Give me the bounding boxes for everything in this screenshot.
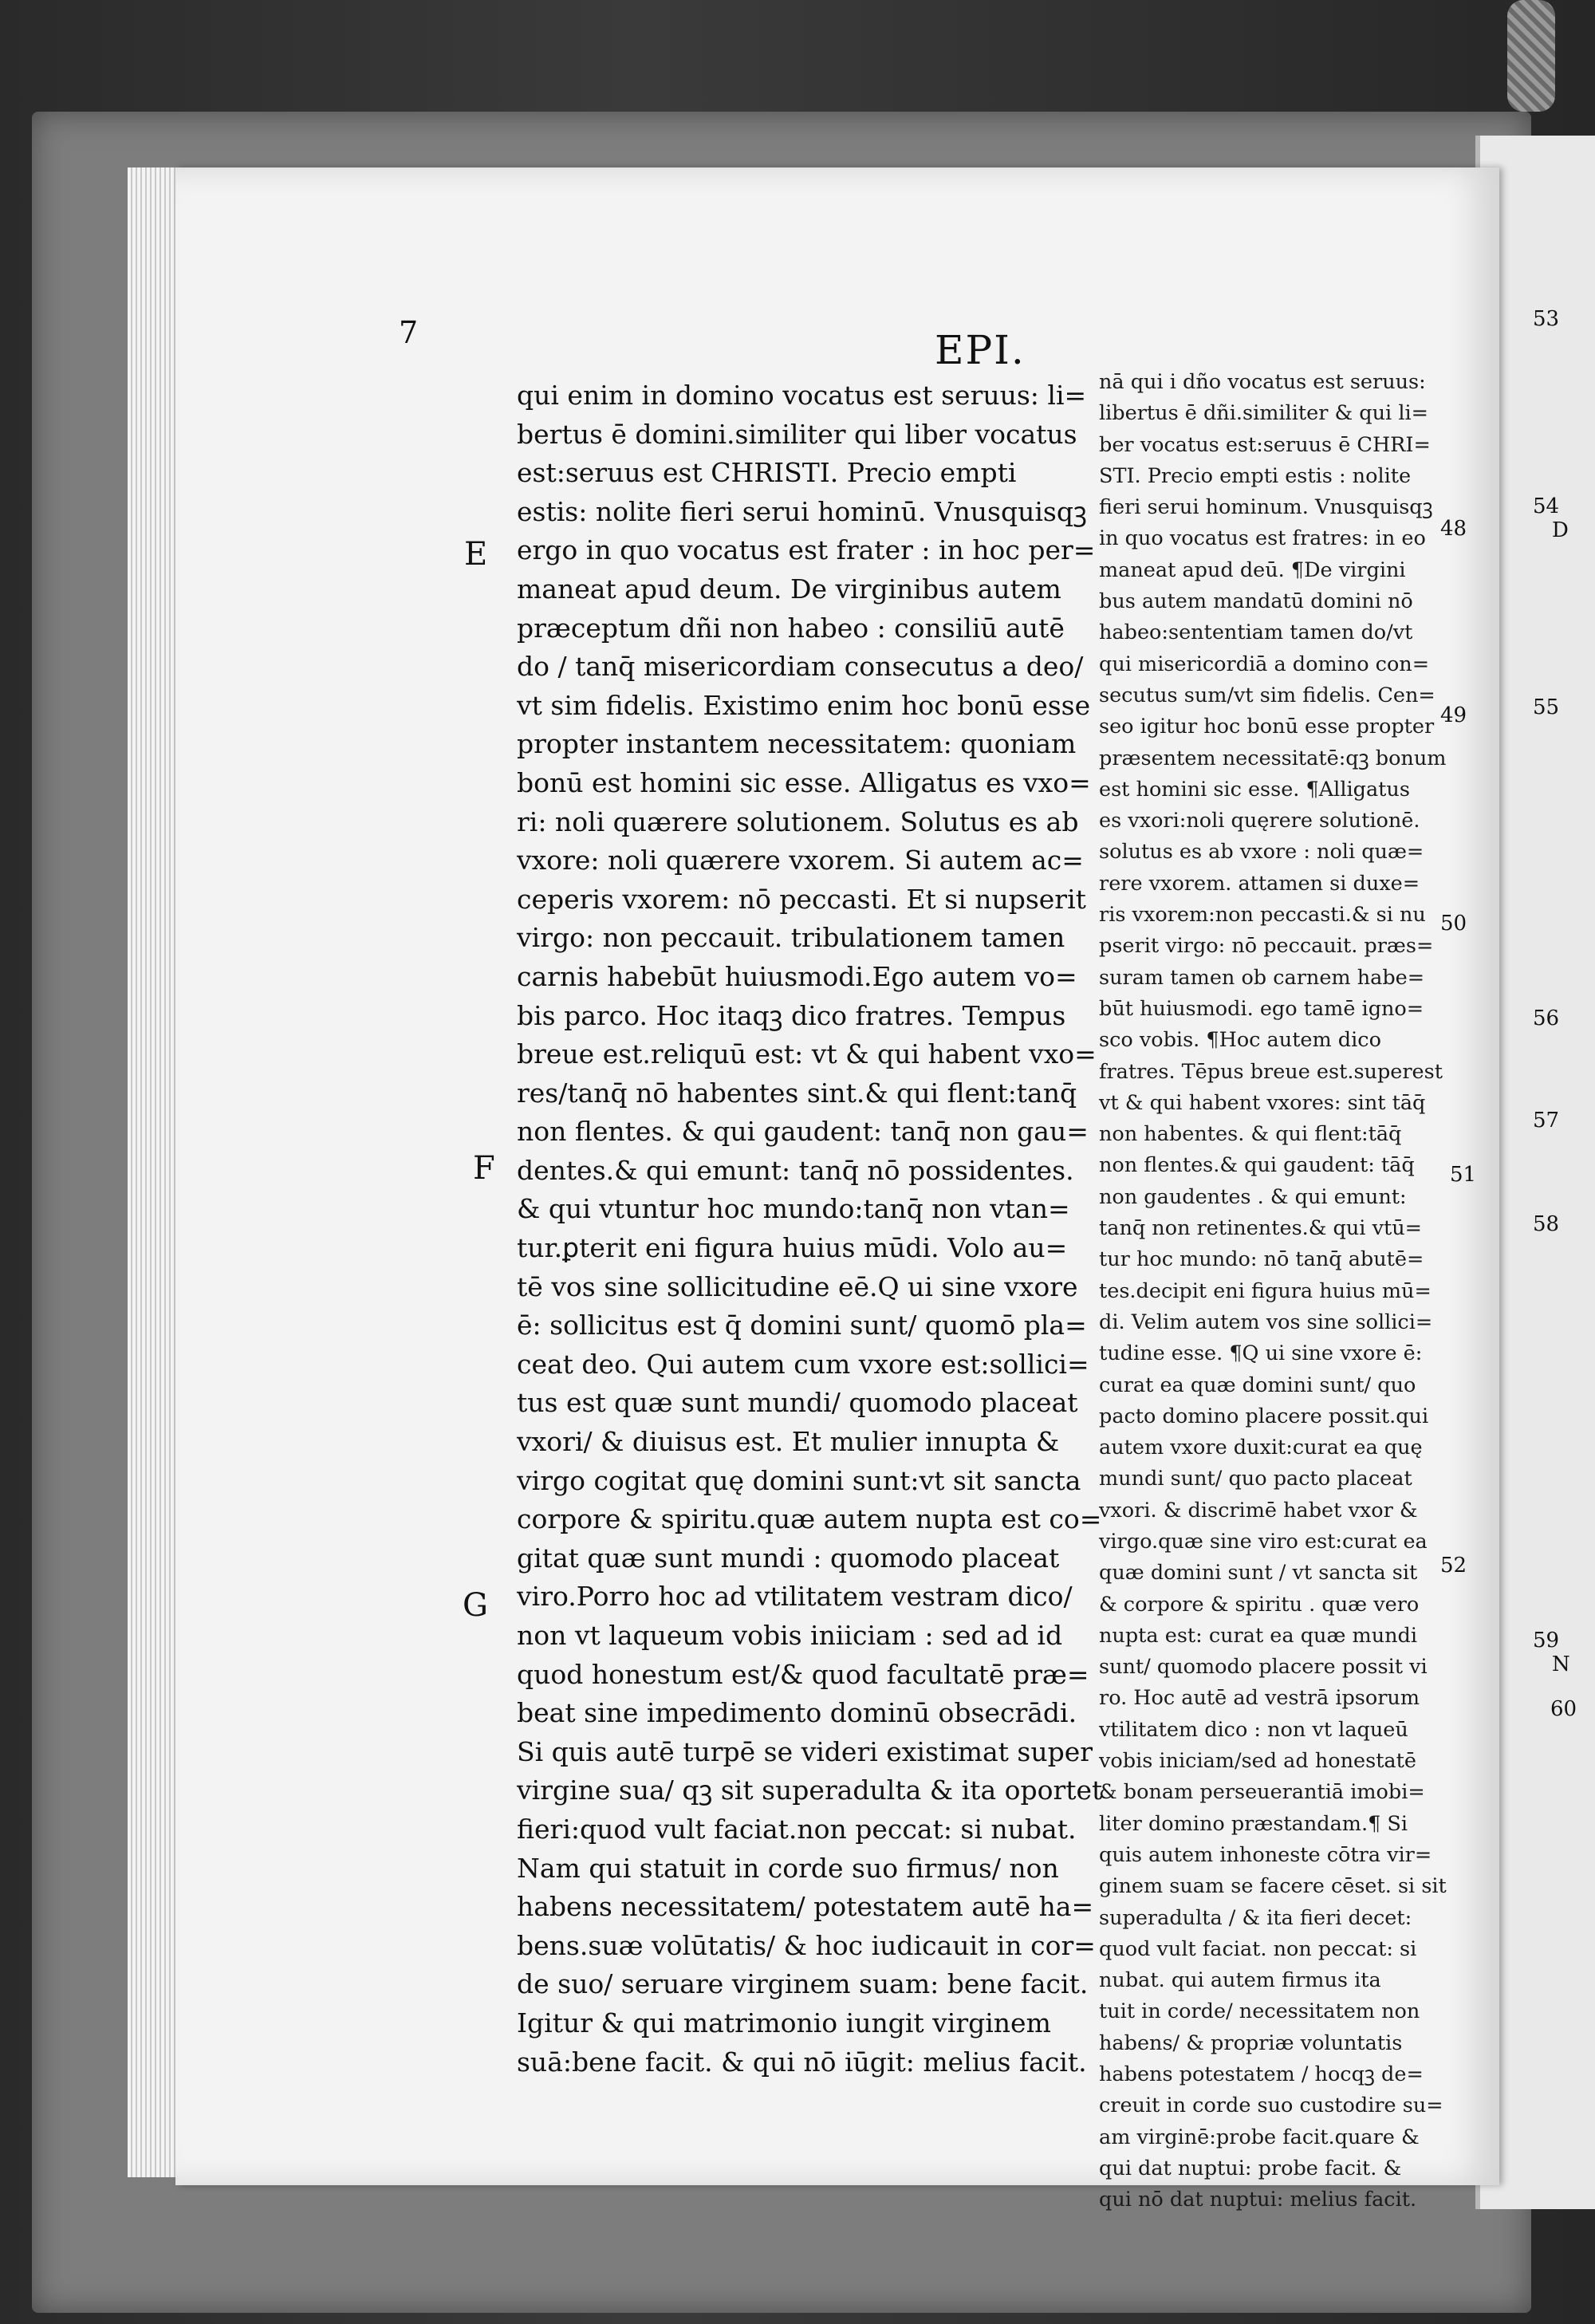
commentary-line: solutus es ab vxore : noli quæ= xyxy=(1099,840,1424,865)
margin-letter-g: G xyxy=(463,1587,488,1624)
commentary-line: quæ domini sunt / vt sancta sit xyxy=(1099,1561,1418,1585)
commentary-line: sco vobis. ¶Hoc autem dico xyxy=(1099,1028,1381,1053)
commentary-line: tudine esse. ¶Q ui sine vxore ē: xyxy=(1099,1341,1423,1366)
facing-page-fragment: N xyxy=(1552,1652,1570,1676)
main-line: Si quis autē turpē se videri existimat super xyxy=(517,1735,1093,1767)
main-line: ergo in quo vocatus est frater : in hoc per= xyxy=(517,534,1096,566)
commentary-line: suram tamen ob carnem habe= xyxy=(1099,965,1425,990)
commentary-line: libertus ē dñi.similiter & qui li= xyxy=(1099,401,1428,426)
facing-page-number: 55 xyxy=(1533,695,1560,719)
main-line: de suo/ seruare virginem suam: bene facit. xyxy=(517,1968,1089,2000)
main-line: estis: nolite fieri serui hominū. Vnusquisqꝫ xyxy=(517,495,1087,527)
main-line: virgine sua/ qꝫ sit superadulta & ita oportet xyxy=(517,1775,1103,1806)
commentary-line: vtilitatem dico : non vt laqueū xyxy=(1099,1717,1408,1742)
commentary-line: di. Velim autem vos sine sollici= xyxy=(1099,1310,1433,1334)
commentary-line: seo igitur hoc bonū esse propter xyxy=(1099,715,1435,739)
main-line: quod honestum est/& quod facultatē præ= xyxy=(517,1658,1089,1690)
commentary-line: creuit in corde suo custodire su= xyxy=(1099,2094,1443,2118)
commentary-line: fieri serui hominum. Vnusquisqꝫ xyxy=(1099,495,1433,520)
verse-number: 51 xyxy=(1450,1163,1477,1187)
main-line: dentes.& qui emunt: tanq̄ nō possidentes. xyxy=(517,1154,1074,1186)
main-line: ceperis vxorem: nō peccasti. Et si nupserit xyxy=(517,883,1086,915)
commentary-line: virgo.quæ sine viro est:curat ea xyxy=(1099,1529,1428,1554)
commentary-line: būt huiusmodi. ego tamē igno= xyxy=(1099,996,1424,1021)
facing-page-number: 53 xyxy=(1533,307,1560,331)
main-line: viro.Porro hoc ad vtilitatem vestram dico/ xyxy=(517,1581,1073,1613)
main-line: Nam qui statuit in corde suo firmus/ non xyxy=(517,1852,1059,1884)
main-line: breue est.reliquū est: vt & qui habent vxo= xyxy=(517,1038,1097,1070)
commentary-line: autem vxore duxit:curat ea quę xyxy=(1099,1436,1423,1460)
main-line: vt sim fidelis. Existimo enim hoc bonū esse xyxy=(517,689,1091,721)
commentary-column xyxy=(1099,367,1464,2216)
folio-number: 7 xyxy=(399,315,419,350)
main-line: propter instantem necessitatem: quoniam xyxy=(517,728,1077,760)
facing-page-number: 54 xyxy=(1533,494,1560,518)
commentary-line: rere vxorem. attamen si duxe= xyxy=(1099,871,1420,896)
main-line: beat sine impedimento dominū obsecrādi. xyxy=(517,1697,1077,1729)
main-line: ceat deo. Qui autem cum vxore est:sollici= xyxy=(517,1348,1089,1380)
facing-page-number: 59 xyxy=(1533,1629,1560,1652)
main-line: non flentes. & qui gaudent: tanq̄ non gau= xyxy=(517,1116,1089,1148)
main-line: corpore & spiritu.quæ autem nupta est co= xyxy=(517,1503,1102,1535)
main-line: non vt laqueum vobis iniiciam : sed ad id xyxy=(517,1620,1063,1651)
commentary-line: superadulta / & ita fieri decet: xyxy=(1099,1905,1412,1930)
main-text-column xyxy=(517,376,1103,2082)
commentary-line: nubat. qui autem firmus ita xyxy=(1099,1968,1381,1993)
commentary-line: STI. Precio empti estis : nolite xyxy=(1099,463,1412,488)
commentary-line: secutus sum/vt sim fidelis. Cen= xyxy=(1099,683,1436,707)
commentary-line: vobis iniciam/sed ad honestatē xyxy=(1099,1749,1416,1774)
main-line: gitat quæ sunt mundi : quomodo placeat xyxy=(517,1542,1060,1574)
commentary-line: vxori. & discrimē habet vxor & xyxy=(1099,1498,1418,1522)
main-line: tus est quæ sunt mundi/ quomodo placeat xyxy=(517,1387,1078,1419)
main-line: bis parco. Hoc itaqꝫ dico fratres. Tempus xyxy=(517,999,1066,1031)
commentary-line: pserit virgo: nō peccauit. præs= xyxy=(1099,934,1434,959)
facing-page-fragment: D xyxy=(1552,518,1569,542)
main-line: habens necessitatem/ potestatem autē ha= xyxy=(517,1891,1094,1923)
commentary-line: habens potestatem / hocqꝫ de= xyxy=(1099,2062,1424,2087)
commentary-line: ginem suam se facere cēset. si sit xyxy=(1099,1874,1447,1899)
commentary-line: tuit in corde/ necessitatem non xyxy=(1099,1999,1420,2024)
commentary-line: ro. Hoc autē ad vestrā ipsorum xyxy=(1099,1686,1420,1711)
main-line: & qui vtuntur hoc mundo:tanq̄ non vtan= xyxy=(517,1193,1070,1225)
commentary-line: in quo vocatus est fratres: in eo xyxy=(1099,526,1426,551)
main-line: bertus ē domini.similiter qui liber vocatus xyxy=(517,418,1077,450)
commentary-line: & bonam perseuerantiā imobi= xyxy=(1099,1780,1425,1805)
commentary-line: maneat apud deū. ¶De virgini xyxy=(1099,557,1406,582)
commentary-line: ris vxorem:non peccasti.& si nu xyxy=(1099,903,1426,928)
main-line: carnis habebūt huiusmodi.Ego autem vo= xyxy=(517,960,1077,992)
verse-number: 52 xyxy=(1440,1554,1467,1578)
commentary-line: sunt/ quomodo placere possit vi xyxy=(1099,1655,1428,1680)
commentary-line: vt & qui habent vxores: sint tāq̄ xyxy=(1099,1090,1426,1115)
main-line: Igitur & qui matrimonio iungit virginem xyxy=(517,2007,1051,2038)
verse-number: 48 xyxy=(1440,517,1467,541)
commentary-line: quis autem inhoneste cōtra vir= xyxy=(1099,1842,1432,1867)
running-head: EPI. xyxy=(935,327,1026,373)
commentary-line: & corpore & spiritu . quæ vero xyxy=(1099,1592,1420,1617)
commentary-line: nā qui i dño vocatus est seruus: xyxy=(1099,370,1426,394)
commentary-line: mundi sunt/ quo pacto placeat xyxy=(1099,1467,1412,1491)
main-line: ri: noli quærere solutionem. Solutus es ab xyxy=(517,806,1079,837)
commentary-line: tur hoc mundo: nō tanq̄ abutē= xyxy=(1099,1247,1424,1272)
commentary-line: non flentes.& qui gaudent: tāq̄ xyxy=(1099,1153,1415,1178)
commentary-line: curat ea quæ domini sunt/ quo xyxy=(1099,1373,1416,1397)
commentary-line: tes.decipit eni figura huius mū= xyxy=(1099,1278,1432,1303)
binding-string xyxy=(1507,0,1555,112)
commentary-line: fratres. Tēpus breue est.superest xyxy=(1099,1059,1443,1084)
facing-page-number: 58 xyxy=(1533,1212,1560,1236)
main-line: præceptum dñi non habeo : consiliū autē xyxy=(517,612,1065,644)
main-line: ē: sollicitus est q̄ domini sunt/ quomō pla= xyxy=(517,1310,1087,1341)
main-line: suā:bene facit. & qui nō iūgit: melius facit. xyxy=(517,2046,1087,2078)
main-line: virgo: non peccauit. tribulationem tamen xyxy=(517,922,1065,954)
main-line: maneat apud deum. De virginibus autem xyxy=(517,573,1061,605)
main-line: bens.suæ volūtatis/ & hoc iudicauit in cor= xyxy=(517,1929,1096,1961)
main-line: virgo cogitat quę domini sunt:vt sit sancta xyxy=(517,1464,1081,1496)
margin-letter-f: F xyxy=(473,1150,495,1187)
commentary-line: qui dat nuptui: probe facit. & xyxy=(1099,2156,1402,2180)
commentary-line: non habentes. & qui flent:tāq̄ xyxy=(1099,1122,1402,1147)
main-line: tē vos sine sollicitudine eē.Q ui sine vxore xyxy=(517,1270,1078,1302)
commentary-line: qui misericordiā a domino con= xyxy=(1099,652,1430,676)
commentary-line: pacto domino placere possit.qui xyxy=(1099,1404,1429,1428)
commentary-line: tanq̄ non retinentes.& qui vtū= xyxy=(1099,1216,1423,1241)
commentary-line: ber vocatus est:seruus ē CHRI= xyxy=(1099,432,1431,457)
main-line: res/tanq̄ nō habentes sint.& qui flent:tanq̄ xyxy=(517,1077,1077,1109)
main-line: do / tanq̄ misericordiam consecutus a deo/ xyxy=(517,651,1084,683)
main-line: qui enim in domino vocatus est seruus: li= xyxy=(517,380,1087,411)
margin-letter-e: E xyxy=(464,536,488,573)
facing-page-number: 60 xyxy=(1550,1697,1577,1721)
commentary-line: habens/ & propriæ voluntatis xyxy=(1099,2031,1403,2055)
main-line: est:seruus est CHRISTI. Precio empti xyxy=(517,457,1017,489)
commentary-line: præsentem necessitatē:qꝫ bonum xyxy=(1099,746,1447,770)
main-line: fieri:quod vult faciat.non peccat: si nubat. xyxy=(517,1813,1077,1845)
main-line: vxori/ & diuisus est. Et mulier innupta & xyxy=(517,1426,1060,1458)
commentary-line: est homini sic esse. ¶Alligatus xyxy=(1099,777,1410,802)
commentary-line: bus autem mandatū domini nō xyxy=(1099,589,1413,614)
commentary-line: quod vult faciat. non peccat: si xyxy=(1099,1936,1417,1961)
commentary-line: qui nō dat nuptui: melius facit. xyxy=(1099,2188,1417,2212)
commentary-line: am virginē:probe facit.quare & xyxy=(1099,2125,1420,2149)
facing-page-number: 57 xyxy=(1533,1109,1560,1132)
commentary-line: nupta est: curat ea quæ mundi xyxy=(1099,1623,1418,1648)
verse-number: 50 xyxy=(1440,912,1467,936)
commentary-line: es vxori:noli quęrere solutionē. xyxy=(1099,809,1420,833)
facing-page-number: 56 xyxy=(1533,1006,1560,1030)
main-line: tur.ꝑterit eni figura huius mūdi. Volo au= xyxy=(517,1232,1068,1264)
commentary-line: habeo:sententiam tamen do/vt xyxy=(1099,620,1413,645)
verse-number: 49 xyxy=(1440,703,1467,727)
main-line: vxore: noli quærere vxorem. Si autem ac= xyxy=(517,845,1084,876)
commentary-line: non gaudentes . & qui emunt: xyxy=(1099,1184,1407,1209)
main-line: bonū est homini sic esse. Alligatus es vxo= xyxy=(517,766,1091,798)
commentary-line: liter domino præstandam.¶ Si xyxy=(1099,1811,1408,1836)
